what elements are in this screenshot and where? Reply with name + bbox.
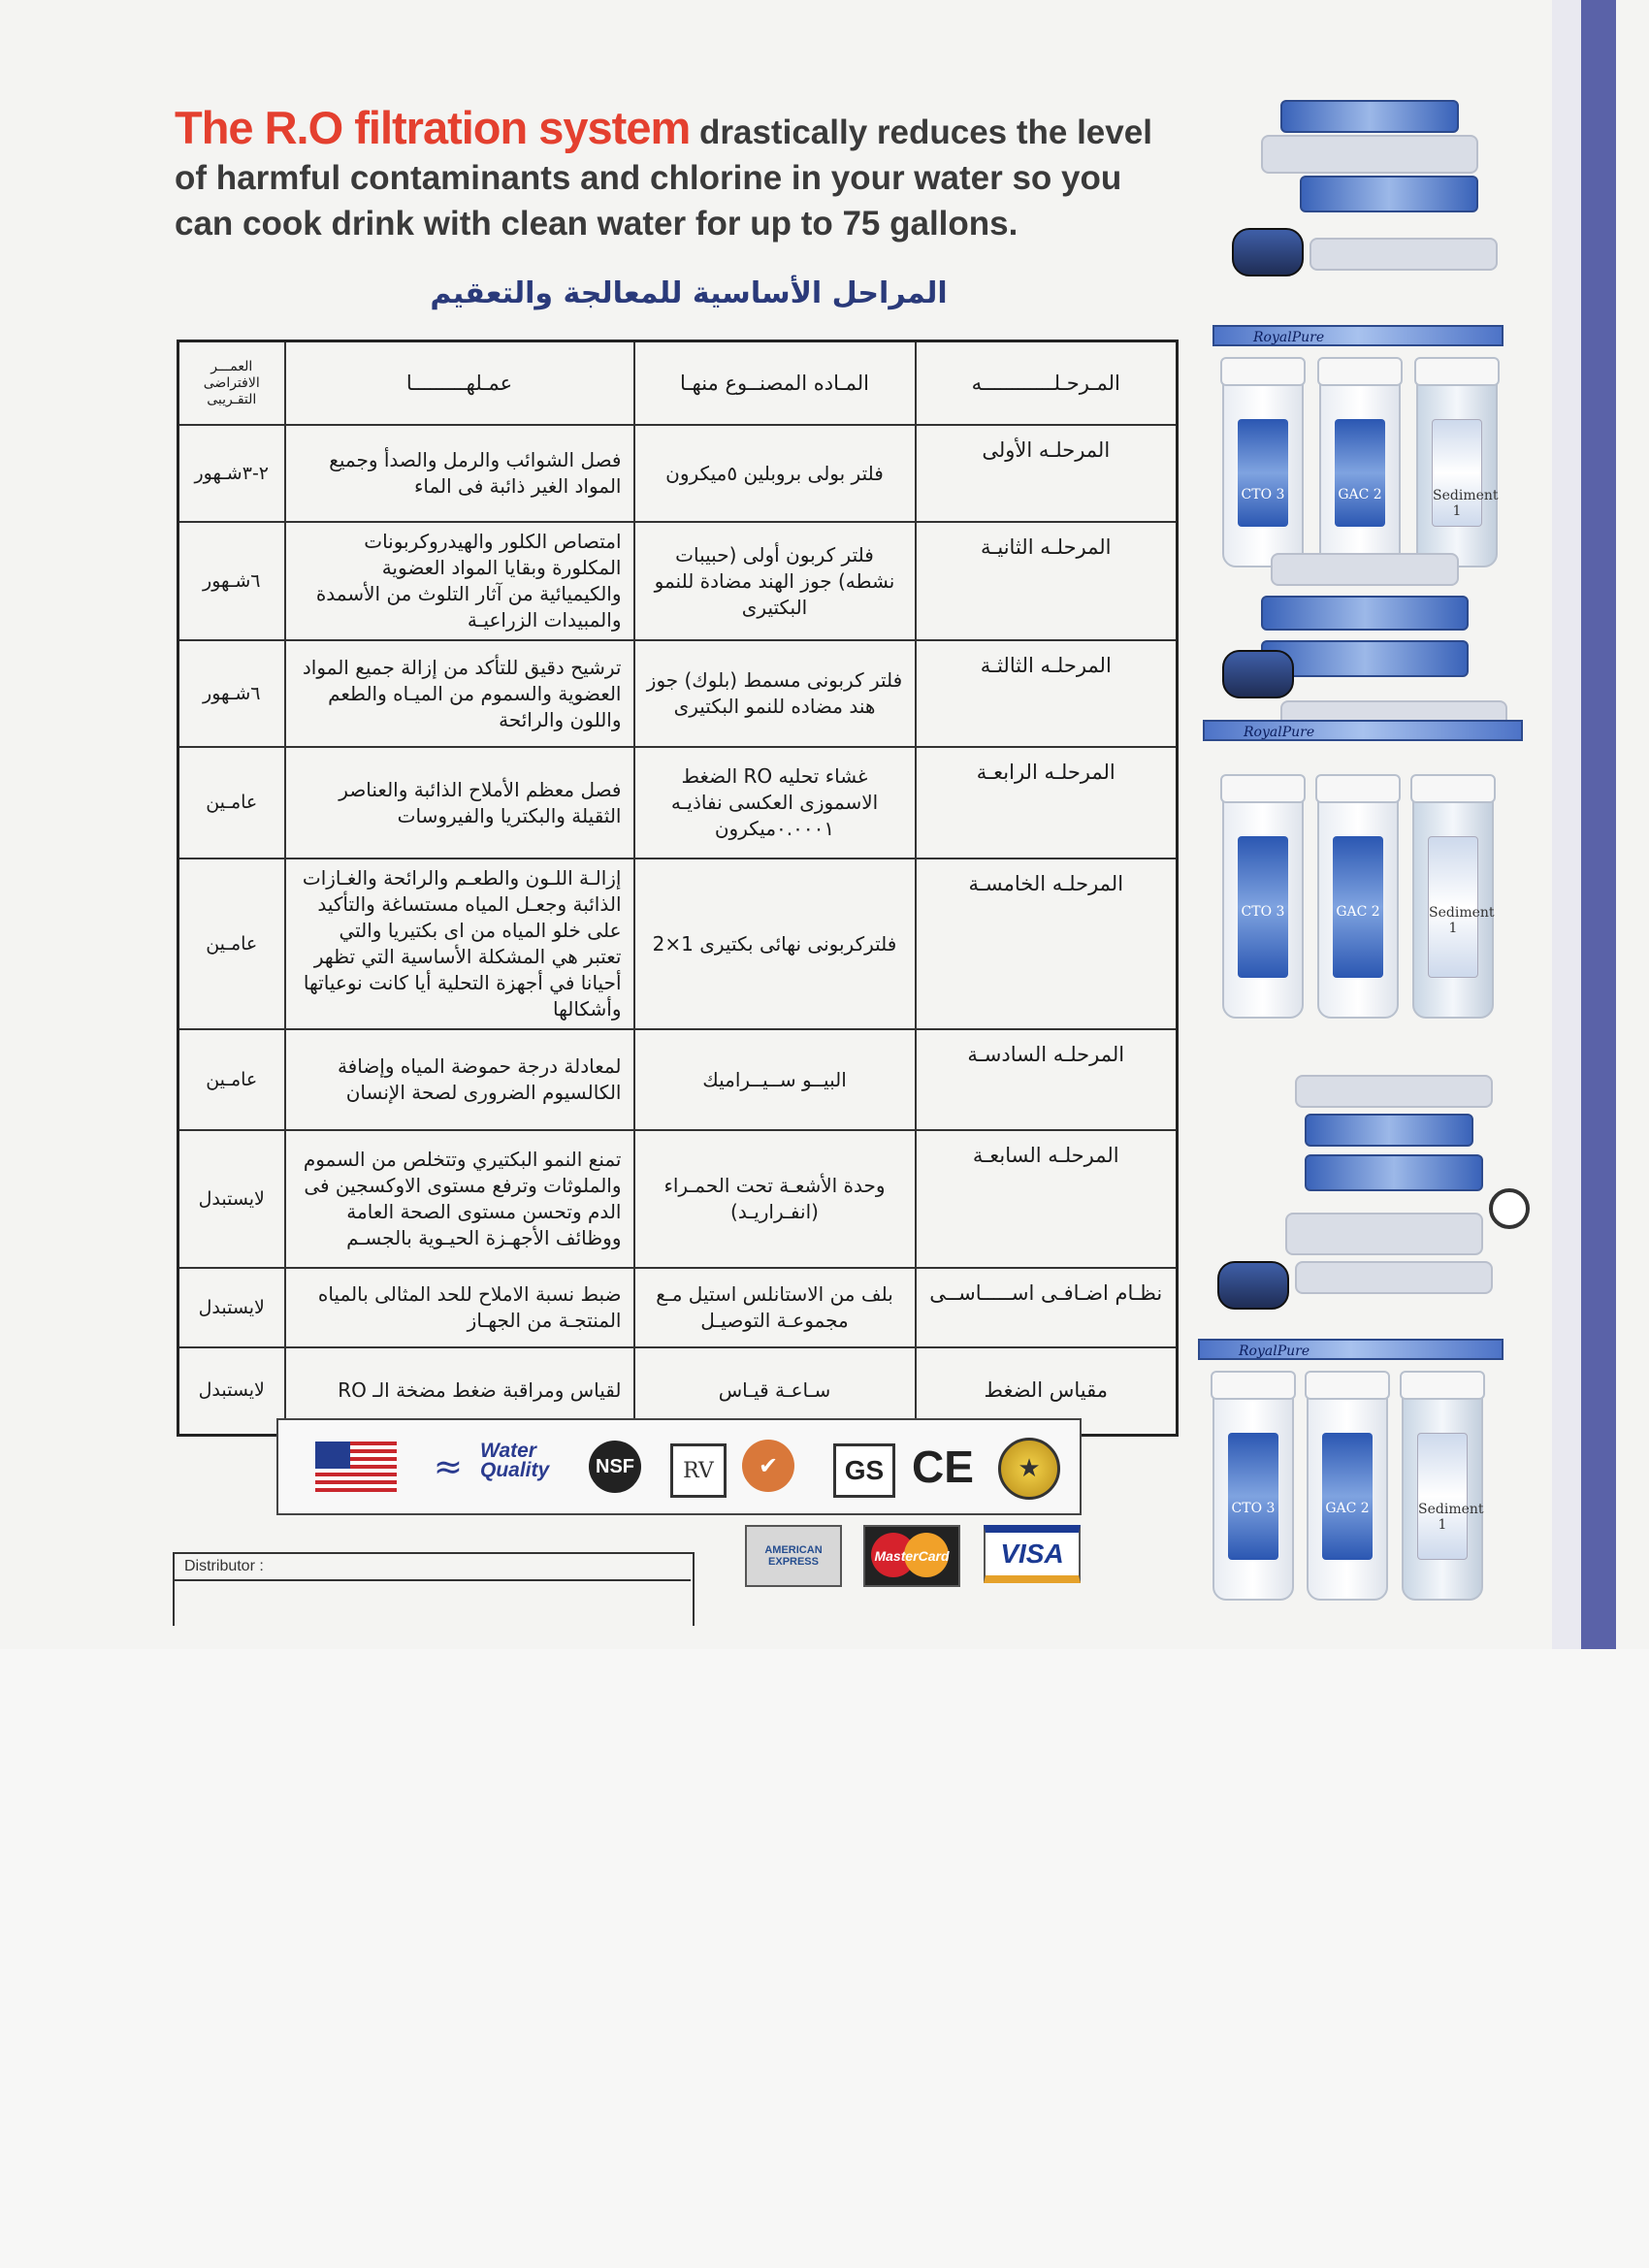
bracket-bar: RoyalPure xyxy=(1198,1339,1504,1360)
table-row xyxy=(178,425,1178,522)
canister-label: CTO 3 xyxy=(1228,1433,1278,1560)
certifications-box xyxy=(276,1418,1082,1515)
intro-text: drastically reduces the level of harmful contaminants and chlorine in your water so you can cook drink with clean water for up to 75 gallons. xyxy=(175,113,1152,243)
cell-function: ترشيح دقيق للتأكد من إزالة جميع المواد العضوية والسموم من الميـاه والطعم واللون والرائحة xyxy=(285,640,634,747)
table-row xyxy=(178,522,1178,640)
cell-material: غشاء تحليه RO الضغط الاسموزى العكسى نفاذيـه ٠.٠٠٠١ميكرون xyxy=(634,747,916,859)
inline-filter xyxy=(1280,100,1459,133)
table-row xyxy=(178,859,1178,1029)
distributor-line xyxy=(173,1579,691,1581)
intro-paragraph xyxy=(175,102,1174,246)
pump xyxy=(1222,650,1294,698)
cell-function: تمنع النمو البكتيري وتتخلص من السموم والملوثات وترفع مستوى الاوكسجين فى الدم وتحسن مستوى الصحة العامة ووظائف الأجهـزة الحيـوية بالجسـم xyxy=(285,1130,634,1268)
canister-gac xyxy=(1317,776,1399,1019)
product-image-1 xyxy=(1212,92,1533,519)
cell-life: ٢-٣شـهور xyxy=(178,425,285,522)
inline-filter xyxy=(1305,1114,1473,1147)
cell-function: فصل معظم الأملاح الذائبة والعناصر الثقيلة والبكتريا والفيروسات xyxy=(285,747,634,859)
cell-function: إزالـة اللـون والطعـم والرائحة والغـازات الذائبة وجعـل المياه مستساغة والتأكيد على خلو المياه من اى بكتيريا والتي تعتبر هي المشكلة الأساسية التي تظهر أحيانا في أجهزة التحلية أيا كانت نوعياتها وأشكالها xyxy=(285,859,634,1029)
cell-life: لايستبدل xyxy=(178,1347,285,1435)
product-image-3 xyxy=(1198,1067,1518,1591)
cell-material: بلف من الاستانلس استيل مـع مجموعـة التوصيـل xyxy=(634,1268,916,1347)
cell-life: عامـين xyxy=(178,859,285,1029)
amex-card: AMERICAN EXPRESS xyxy=(745,1525,842,1587)
canister-label: CTO 3 xyxy=(1238,836,1288,978)
stages-table xyxy=(177,340,1179,1437)
cell-material: فلتركربونى نهائى بكتيرى 1×2 xyxy=(634,859,916,1029)
cell-life: لايستبدل xyxy=(178,1268,285,1347)
cell-material: فلتر كربونى مسمط (بلوك) جوز هند مضاده للنمو البكتيرى xyxy=(634,640,916,747)
table-header-row xyxy=(178,341,1178,426)
lower-page xyxy=(0,1649,1649,2268)
cell-life: لايستبدل xyxy=(178,1130,285,1268)
sgs-check-icon: ✔ xyxy=(742,1440,794,1492)
canister-label: Sediment 1 xyxy=(1417,1433,1468,1560)
intro-highlight: The R.O filtration system xyxy=(175,102,691,153)
cell-stage: المرحلـه السادسـة xyxy=(916,1029,1178,1130)
canister-sediment xyxy=(1416,359,1498,567)
cell-function: ضبط نسبة الاملاح للحد المثالى بالمياه المنتجـة من الجهـاز xyxy=(285,1268,634,1347)
us-flag-icon xyxy=(315,1442,397,1492)
canister-sediment xyxy=(1402,1373,1483,1601)
manifold xyxy=(1310,238,1498,271)
distributor-label: Distributor : xyxy=(184,1558,264,1574)
cell-stage: المرحلـه الرابعـة xyxy=(916,747,1178,859)
header-life: العمـــر الافتراضى التقـريبى xyxy=(178,341,285,426)
cell-material: البيــو ســيــراميك xyxy=(634,1029,916,1130)
cell-stage: المرحلـه السابعـة xyxy=(916,1130,1178,1268)
bracket-bar: RoyalPure xyxy=(1212,325,1504,346)
cell-material: وحدة الأشعـة تحت الحمـراء (انفـراريـد) xyxy=(634,1130,916,1268)
cell-material: سـاعـة قيـاس xyxy=(634,1347,916,1435)
water-quality-logo: Water Quality xyxy=(480,1440,550,1481)
pressure-gauge xyxy=(1489,1188,1530,1229)
canister-cto xyxy=(1222,776,1304,1019)
header-function: عمـلهـــــــــا xyxy=(285,341,634,426)
table-title: المراحل الأساسية للمعالجة والتعقيم xyxy=(430,276,948,310)
mastercard-label: MasterCard xyxy=(874,1548,950,1564)
canister-cto xyxy=(1222,359,1304,567)
canister-cto xyxy=(1212,1373,1294,1601)
pump xyxy=(1217,1261,1289,1310)
cell-stage: مقياس الضغط xyxy=(916,1347,1178,1435)
cell-function: لقياس ومراقبة ضغط مضخة الـ RO xyxy=(285,1347,634,1435)
gs-logo: GS xyxy=(833,1443,895,1498)
cell-life: ٦شـهور xyxy=(178,640,285,747)
cell-material: فلتر بولى بروبلين ٥ميكرون xyxy=(634,425,916,522)
cell-function: فصل الشوائب والرمل والصدأ وجميع المواد الغير ذائبة فى الماء xyxy=(285,425,634,522)
cell-stage: المرحلـه الثالثـة xyxy=(916,640,1178,747)
table-row xyxy=(178,1130,1178,1268)
cell-material: فلتر كربون أولى (حبيبات نشطه) جوز الهند مضادة للنمو البكتيرى xyxy=(634,522,916,640)
canister-sediment xyxy=(1412,776,1494,1019)
bracket-bar: RoyalPure xyxy=(1203,720,1523,741)
canister-gac xyxy=(1319,359,1401,567)
lower-manifold xyxy=(1295,1261,1493,1294)
table-row xyxy=(178,1029,1178,1130)
cell-life: عامـين xyxy=(178,747,285,859)
inline-filter-top xyxy=(1295,1075,1493,1108)
cell-function: لمعادلة درجة حموضة المياه وإضافة الكالسيوم الضرورى لصحة الإنسان xyxy=(285,1029,634,1130)
membrane-filter xyxy=(1305,1154,1483,1191)
page-edge xyxy=(1552,0,1581,1649)
manifold xyxy=(1285,1213,1483,1255)
product-image-2 xyxy=(1203,543,1523,989)
water-quality-icon: ≈ xyxy=(433,1446,464,1487)
membrane-housing xyxy=(1261,135,1478,174)
table-row xyxy=(178,747,1178,859)
rv-logo: RV xyxy=(670,1443,727,1498)
nsf-logo: NSF xyxy=(589,1441,641,1493)
canister-label: GAC 2 xyxy=(1333,836,1383,978)
membrane-filter xyxy=(1300,176,1478,212)
cell-life: ٦شـهور xyxy=(178,522,285,640)
inline-filter-top xyxy=(1271,553,1459,586)
header-material: المـاده المصنــوع منهـا xyxy=(634,341,916,426)
cell-stage: المرحلـه الثانيـة xyxy=(916,522,1178,640)
header-stage: المـرحـلــــــــــــه xyxy=(916,341,1178,426)
inline-filter xyxy=(1261,596,1469,631)
quality-seal-icon: ★ xyxy=(998,1438,1060,1500)
cell-stage: المرحلـه الخامسـة xyxy=(916,859,1178,1029)
canister-label: CTO 3 xyxy=(1238,419,1288,527)
table-row xyxy=(178,640,1178,747)
cell-stage: المرحلـه الأولى xyxy=(916,425,1178,522)
cell-stage: نظـام اضـافـى اســـــاســى xyxy=(916,1268,1178,1347)
canister-label: Sediment 1 xyxy=(1428,836,1478,978)
visa-card: VISA xyxy=(984,1525,1081,1583)
canister-label: GAC 2 xyxy=(1335,419,1385,527)
pump xyxy=(1232,228,1304,276)
ce-logo: CE xyxy=(912,1442,974,1492)
cell-life: عامـين xyxy=(178,1029,285,1130)
mastercard-card xyxy=(863,1525,960,1587)
canister-gac xyxy=(1307,1373,1388,1601)
canister-label: GAC 2 xyxy=(1322,1433,1373,1560)
table-row xyxy=(178,1268,1178,1347)
page-edge-blue xyxy=(1581,0,1616,1649)
canister-label: Sediment 1 xyxy=(1432,419,1482,527)
cell-function: امتصاص الكلور والهيدروكربونات المكلورة وبقايا المواد العضوية والكيميائية من آثار التلوث من الأسمدة والمبيدات الزراعيـة xyxy=(285,522,634,640)
